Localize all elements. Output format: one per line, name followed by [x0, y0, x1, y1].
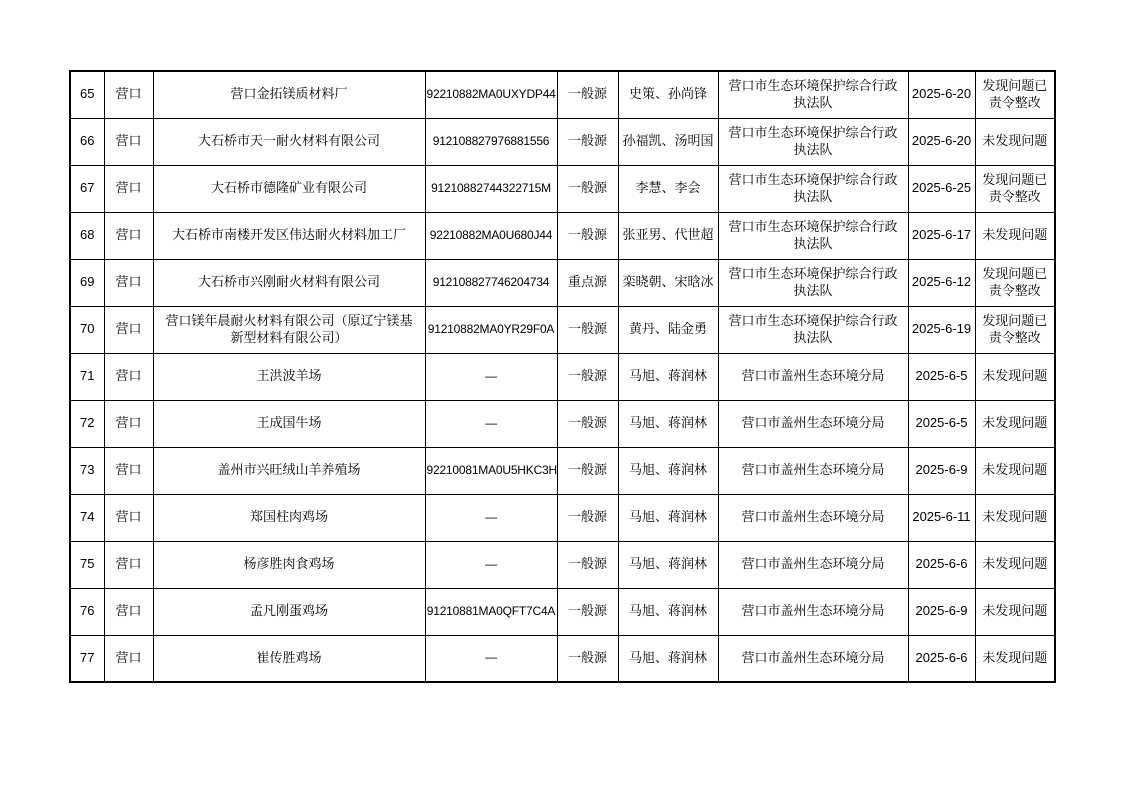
cell-inspectors: 马旭、蒋润林	[618, 635, 718, 682]
cell-inspectors: 张亚男、代世超	[618, 212, 718, 259]
cell-enforcement-agency: 营口市盖州生态环境分局	[718, 635, 908, 682]
cell-credit-code: —	[425, 494, 557, 541]
cell-city: 营口	[104, 635, 153, 682]
cell-city: 营口	[104, 118, 153, 165]
cell-inspectors: 李慧、李会	[618, 165, 718, 212]
cell-inspection-date: 2025-6-6	[908, 541, 975, 588]
cell-credit-code: —	[425, 400, 557, 447]
cell-city: 营口	[104, 447, 153, 494]
table-row	[70, 494, 1055, 541]
cell-source-type: 重点源	[557, 259, 618, 306]
cell-enforcement-agency: 营口市生态环境保护综合行政执法队	[718, 118, 908, 165]
cell-inspection-date: 2025-6-5	[908, 400, 975, 447]
cell-enforcement-agency: 营口市盖州生态环境分局	[718, 588, 908, 635]
cell-credit-code: —	[425, 541, 557, 588]
cell-credit-code: 91210882MA0YR29F0A	[425, 306, 557, 353]
cell-inspectors: 马旭、蒋润林	[618, 494, 718, 541]
cell-inspection-result: 未发现问题	[975, 212, 1055, 259]
cell-city: 营口	[104, 353, 153, 400]
cell-source-type: 一般源	[557, 447, 618, 494]
cell-enforcement-agency: 营口市生态环境保护综合行政执法队	[718, 306, 908, 353]
table-row	[70, 259, 1055, 306]
cell-credit-code: —	[425, 635, 557, 682]
cell-row-number: 66	[70, 118, 104, 165]
cell-city: 营口	[104, 400, 153, 447]
cell-inspectors: 马旭、蒋润林	[618, 588, 718, 635]
cell-credit-code: 92210081MA0U5HKC3H	[425, 447, 557, 494]
table-row	[70, 588, 1055, 635]
cell-city: 营口	[104, 494, 153, 541]
cell-inspectors: 马旭、蒋润林	[618, 447, 718, 494]
cell-inspection-date: 2025-6-19	[908, 306, 975, 353]
cell-inspection-result: 未发现问题	[975, 447, 1055, 494]
cell-source-type: 一般源	[557, 118, 618, 165]
cell-row-number: 67	[70, 165, 104, 212]
cell-company-name: 崔传胜鸡场	[153, 635, 425, 682]
cell-company-name: 营口金拓镁质材料厂	[153, 71, 425, 118]
cell-inspection-date: 2025-6-12	[908, 259, 975, 306]
cell-source-type: 一般源	[557, 165, 618, 212]
cell-city: 营口	[104, 588, 153, 635]
cell-company-name: 大石桥市南楼开发区伟达耐火材料加工厂	[153, 212, 425, 259]
cell-inspectors: 孙福凯、汤明国	[618, 118, 718, 165]
table-row	[70, 165, 1055, 212]
cell-inspectors: 马旭、蒋润林	[618, 353, 718, 400]
cell-company-name: 盖州市兴旺绒山羊养殖场	[153, 447, 425, 494]
table-row	[70, 635, 1055, 682]
cell-inspection-date: 2025-6-20	[908, 71, 975, 118]
cell-source-type: 一般源	[557, 541, 618, 588]
cell-source-type: 一般源	[557, 635, 618, 682]
cell-credit-code: 912108827976881556	[425, 118, 557, 165]
cell-row-number: 75	[70, 541, 104, 588]
cell-row-number: 73	[70, 447, 104, 494]
cell-inspectors: 马旭、蒋润林	[618, 541, 718, 588]
cell-inspection-date: 2025-6-9	[908, 588, 975, 635]
cell-inspection-date: 2025-6-11	[908, 494, 975, 541]
cell-enforcement-agency: 营口市生态环境保护综合行政执法队	[718, 259, 908, 306]
cell-source-type: 一般源	[557, 212, 618, 259]
cell-company-name: 郑国柱肉鸡场	[153, 494, 425, 541]
table-row	[70, 71, 1055, 118]
cell-inspectors: 马旭、蒋润林	[618, 400, 718, 447]
inspection-table	[69, 70, 1056, 683]
cell-city: 营口	[104, 71, 153, 118]
cell-credit-code: 92210882MA0UXYDP44	[425, 71, 557, 118]
cell-city: 营口	[104, 212, 153, 259]
table-row	[70, 353, 1055, 400]
cell-inspection-result: 未发现问题	[975, 118, 1055, 165]
cell-row-number: 72	[70, 400, 104, 447]
cell-city: 营口	[104, 306, 153, 353]
cell-row-number: 74	[70, 494, 104, 541]
cell-source-type: 一般源	[557, 71, 618, 118]
cell-company-name: 杨彦胜肉食鸡场	[153, 541, 425, 588]
cell-row-number: 71	[70, 353, 104, 400]
cell-city: 营口	[104, 541, 153, 588]
cell-enforcement-agency: 营口市生态环境保护综合行政执法队	[718, 71, 908, 118]
cell-credit-code: 92210882MA0U680J44	[425, 212, 557, 259]
table-body	[70, 71, 1055, 682]
cell-enforcement-agency: 营口市盖州生态环境分局	[718, 541, 908, 588]
cell-enforcement-agency: 营口市盖州生态环境分局	[718, 400, 908, 447]
cell-row-number: 68	[70, 212, 104, 259]
cell-inspection-result: 未发现问题	[975, 400, 1055, 447]
cell-row-number: 77	[70, 635, 104, 682]
cell-company-name: 大石桥市天一耐火材料有限公司	[153, 118, 425, 165]
cell-inspection-result: 发现问题已责令整改	[975, 306, 1055, 353]
cell-inspection-result: 未发现问题	[975, 353, 1055, 400]
table-row	[70, 118, 1055, 165]
table-row	[70, 400, 1055, 447]
cell-inspection-result: 未发现问题	[975, 494, 1055, 541]
cell-row-number: 70	[70, 306, 104, 353]
table-row	[70, 306, 1055, 353]
cell-inspection-result: 发现问题已责令整改	[975, 165, 1055, 212]
cell-company-name: 王洪波羊场	[153, 353, 425, 400]
cell-inspection-result: 未发现问题	[975, 541, 1055, 588]
cell-source-type: 一般源	[557, 353, 618, 400]
cell-enforcement-agency: 营口市盖州生态环境分局	[718, 447, 908, 494]
cell-source-type: 一般源	[557, 306, 618, 353]
cell-inspection-date: 2025-6-9	[908, 447, 975, 494]
cell-inspectors: 史策、孙尚锋	[618, 71, 718, 118]
cell-city: 营口	[104, 165, 153, 212]
cell-credit-code: —	[425, 353, 557, 400]
cell-enforcement-agency: 营口市生态环境保护综合行政执法队	[718, 165, 908, 212]
cell-inspection-date: 2025-6-17	[908, 212, 975, 259]
cell-row-number: 65	[70, 71, 104, 118]
cell-inspection-date: 2025-6-25	[908, 165, 975, 212]
cell-source-type: 一般源	[557, 588, 618, 635]
cell-city: 营口	[104, 259, 153, 306]
cell-enforcement-agency: 营口市盖州生态环境分局	[718, 494, 908, 541]
cell-company-name: 大石桥市兴刚耐火材料有限公司	[153, 259, 425, 306]
cell-inspectors: 黄丹、陆金勇	[618, 306, 718, 353]
cell-company-name: 王成国牛场	[153, 400, 425, 447]
cell-company-name: 孟凡刚蛋鸡场	[153, 588, 425, 635]
cell-row-number: 69	[70, 259, 104, 306]
cell-inspectors: 栾晓朝、宋晗冰	[618, 259, 718, 306]
table-row	[70, 212, 1055, 259]
table-row	[70, 541, 1055, 588]
cell-inspection-date: 2025-6-5	[908, 353, 975, 400]
cell-credit-code: 91210881MA0QFT7C4A	[425, 588, 557, 635]
cell-enforcement-agency: 营口市生态环境保护综合行政执法队	[718, 212, 908, 259]
table-row	[70, 447, 1055, 494]
cell-inspection-result: 发现问题已责令整改	[975, 259, 1055, 306]
cell-credit-code: 91210882744322715M	[425, 165, 557, 212]
cell-inspection-result: 发现问题已责令整改	[975, 71, 1055, 118]
cell-company-name: 营口镁年晨耐火材料有限公司（原辽宁镁基新型材料有限公司）	[153, 306, 425, 353]
cell-inspection-result: 未发现问题	[975, 588, 1055, 635]
cell-inspection-date: 2025-6-6	[908, 635, 975, 682]
cell-enforcement-agency: 营口市盖州生态环境分局	[718, 353, 908, 400]
cell-inspection-date: 2025-6-20	[908, 118, 975, 165]
cell-source-type: 一般源	[557, 400, 618, 447]
cell-credit-code: 912108827746204734	[425, 259, 557, 306]
cell-company-name: 大石桥市德隆矿业有限公司	[153, 165, 425, 212]
cell-inspection-result: 未发现问题	[975, 635, 1055, 682]
cell-row-number: 76	[70, 588, 104, 635]
cell-source-type: 一般源	[557, 494, 618, 541]
